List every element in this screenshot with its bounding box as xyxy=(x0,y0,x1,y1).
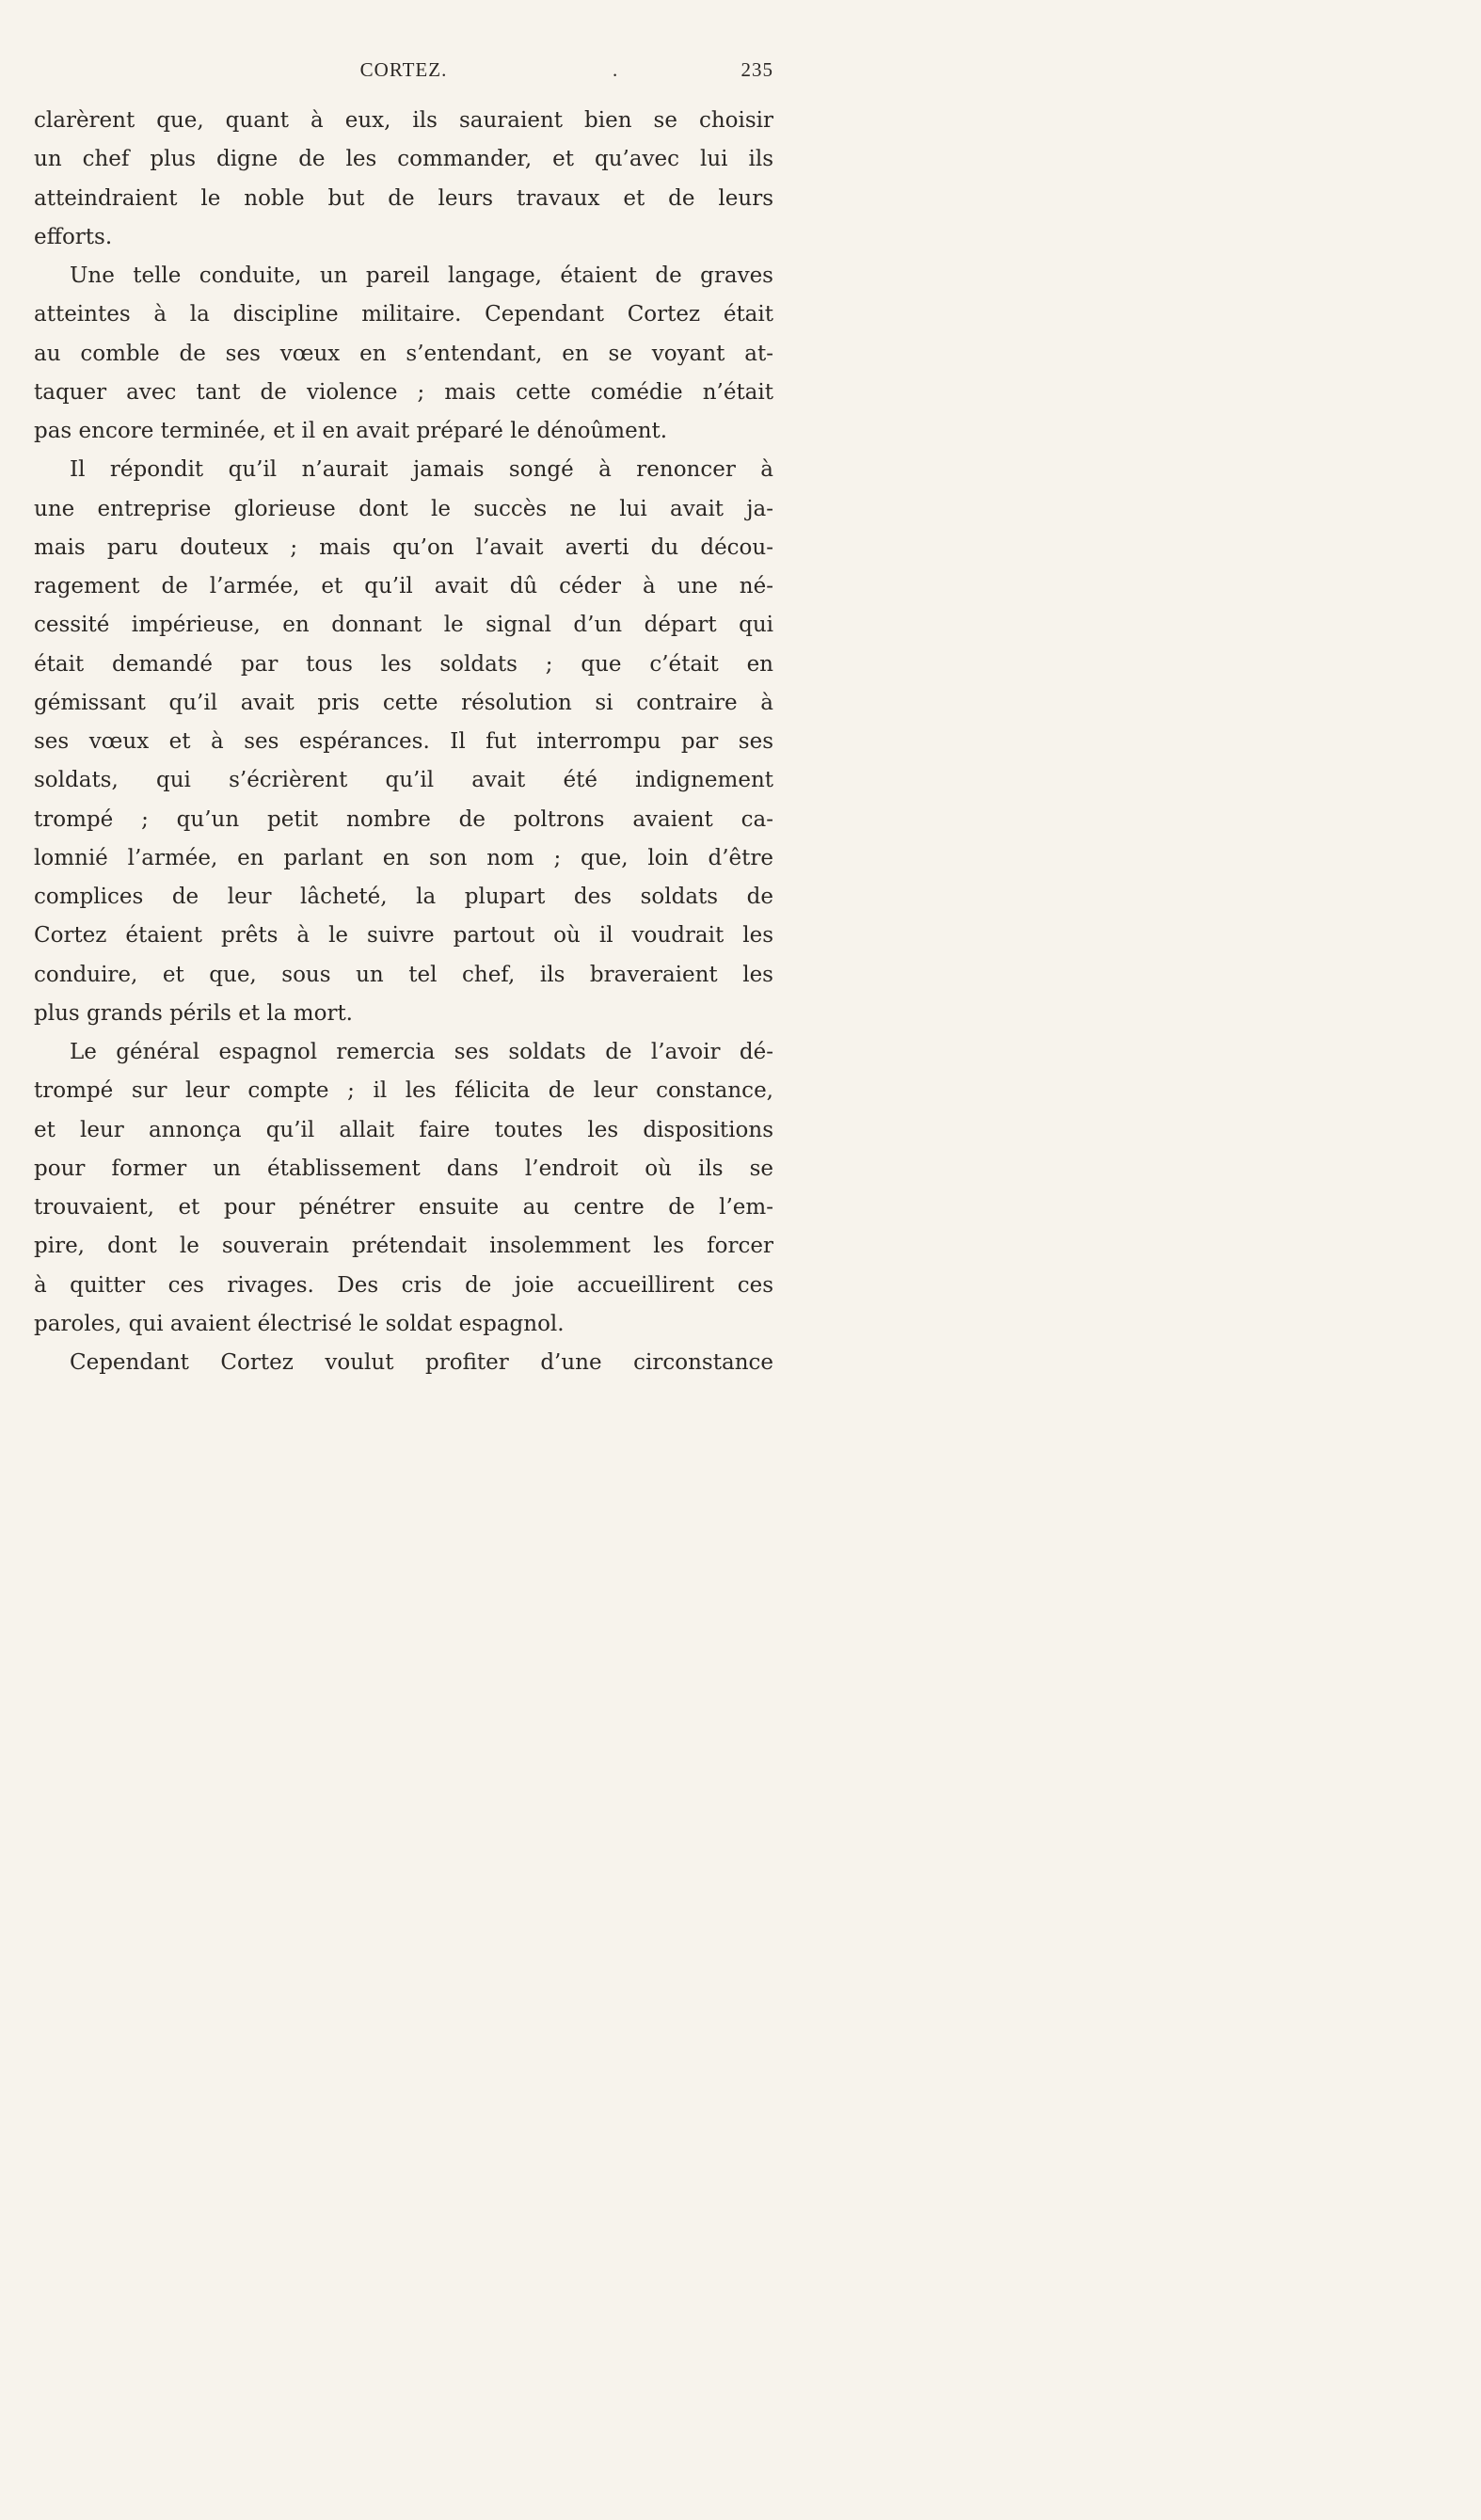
running-head xyxy=(34,58,773,87)
text-line: trompé ; qu’un petit nombre de poltrons avaient ca- xyxy=(34,806,773,832)
text-line: lomnié l’armée, en parlant en son nom ; que, loin d’être xyxy=(34,845,773,870)
text-line: atteintes à la discipline militaire. Cependant Cortez était xyxy=(34,302,773,327)
text-line: clarèrent que, quant à eux, ils sauraient bien se choisir xyxy=(34,108,773,133)
text-line: ragement de l’armée, et qu’il avait dû céder à une né- xyxy=(34,574,773,598)
body-text xyxy=(34,102,773,1382)
text-line: trompé sur leur compte ; il les félicita de leur constance, xyxy=(34,1078,773,1104)
text-line: pour former un établissement dans l’endroit où ils se xyxy=(34,1156,773,1181)
running-title: CORTEZ. xyxy=(359,58,448,81)
text-line: paroles, qui avaient électrisé le soldat espagnol. xyxy=(34,1311,565,1336)
running-head-dot: . xyxy=(613,58,619,81)
text-line: atteindraient le noble but de leurs travaux et de leurs xyxy=(34,185,773,211)
text-line: pas encore terminée, et il en avait préparé le dénoûment. xyxy=(34,419,668,443)
text-line: conduire, et que, sous un tel chef, ils braveraient les xyxy=(34,962,773,987)
text-line: Cortez étaient prêts à le suivre partout où il voudrait les xyxy=(34,923,773,949)
text-line: pire, dont le souverain prétendait insolemment les forcer xyxy=(34,1234,773,1259)
text-line: ses vœux et à ses espérances. Il fut interrompu par ses xyxy=(34,729,773,754)
text-line: Il répondit qu’il n’aurait jamais songé à renoncer à xyxy=(70,457,773,483)
text-line: Une telle conduite, un pareil langage, étaient de graves xyxy=(70,263,773,288)
text-line: Cependant Cortez voulut profiter d’une circonstance xyxy=(70,1350,773,1375)
text-line: et leur annonça qu’il allait faire toutes les dispositions xyxy=(34,1117,773,1142)
text-line: Le général espagnol remercia ses soldats de l’avoir dé- xyxy=(70,1040,773,1064)
text-line: gémissant qu’il avait pris cette résolution si contraire à xyxy=(34,690,773,715)
book-page xyxy=(0,0,868,1475)
text-line: à quitter ces rivages. Des cris de joie accueillirent ces xyxy=(34,1272,773,1298)
text-line: un chef plus digne de les commander, et qu’avec lui ils xyxy=(34,147,773,172)
text-line: taquer avec tant de violence ; mais cette comédie n’était xyxy=(34,379,773,405)
text-line: plus grands périls et la mort. xyxy=(34,1000,353,1026)
text-line: soldats, qui s’écrièrent qu’il avait été indignement xyxy=(34,768,773,793)
text-line: une entreprise glorieuse dont le succès ne lui avait ja- xyxy=(34,496,773,521)
text-line: efforts. xyxy=(34,224,113,249)
page-number: 235 xyxy=(740,58,773,81)
text-line: trouvaient, et pour pénétrer ensuite au centre de l’em- xyxy=(34,1195,773,1220)
text-line: était demandé par tous les soldats ; que c’était en xyxy=(34,651,773,677)
text-line: mais paru douteux ; mais qu’on l’avait averti du décou- xyxy=(34,534,773,560)
text-line: complices de leur lâcheté, la plupart des soldats de xyxy=(34,885,773,909)
text-line: cessité impérieuse, en donnant le signal d’un départ qui xyxy=(34,613,773,638)
text-line: au comble de ses vœux en s’entendant, en se voyant at- xyxy=(34,341,773,366)
